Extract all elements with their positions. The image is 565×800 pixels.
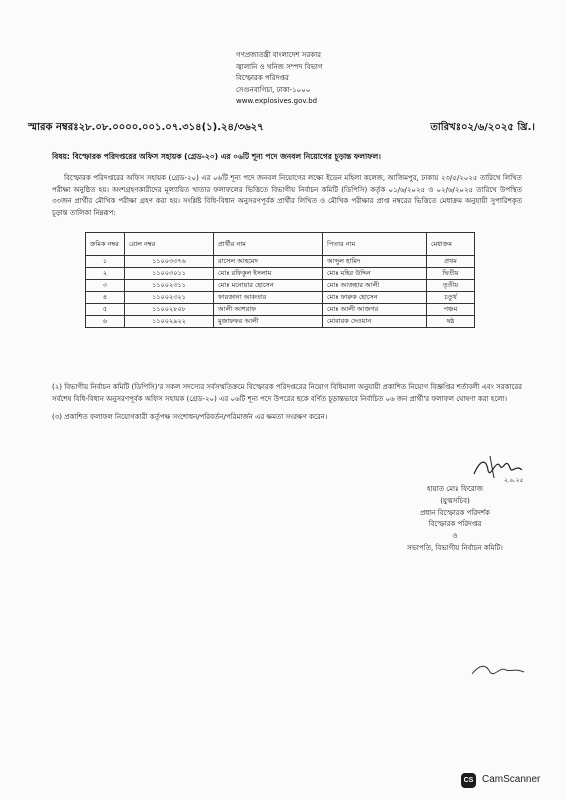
cell-serial: ৬ xyxy=(86,316,125,328)
cell-candidate: আলী আশরাফ xyxy=(214,304,323,316)
signature-block xyxy=(380,484,530,555)
signatory-title-1: প্রধান বিস্ফোরক পরিদর্শক xyxy=(420,508,490,517)
result-table xyxy=(85,232,475,328)
cell-merit: ষষ্ঠ xyxy=(427,316,475,328)
table-row xyxy=(86,256,475,268)
camscanner-watermark xyxy=(461,771,561,789)
signatory-conjunction: ও xyxy=(452,532,458,541)
camscanner-logo-icon: CS xyxy=(461,773,476,788)
cell-candidate: মুজাফফর আলী xyxy=(214,316,323,328)
issue-date: তারিখঃ০২/৬/২০২৫ খ্রি.। xyxy=(430,122,535,133)
letterhead-line-2: জ্বালানি ও খনিজ সম্পদ বিভাগ xyxy=(236,62,323,71)
cell-merit: প্রথম xyxy=(427,256,475,268)
cell-serial: ১ xyxy=(86,256,125,268)
cell-merit: দ্বিতীয় xyxy=(427,268,475,280)
header-roll: রোল নম্বর xyxy=(125,233,214,256)
cell-father: মোঃ আজহার আলী xyxy=(323,280,427,292)
cell-merit: তৃতীয় xyxy=(427,280,475,292)
cell-father: আব্দুল হামিদ xyxy=(323,256,427,268)
header-serial: ক্রমিক নম্বর xyxy=(86,233,125,256)
handwritten-signature xyxy=(470,450,530,484)
letterhead-line-1: গণপ্রজাতন্ত্রী বাংলাদেশ সরকার xyxy=(236,51,321,59)
paragraph-2: (২) বিভাগীয় নির্বাচন কমিটি (ডিপিসি)'র সকল সদস্যের সর্বসম্মতিক্রমে বিস্ফোরক পরিদপ্তরের নিয়োগ বিধিমালা অনুযায়ী প্রকাশিত নিয়োগ বিজ্ঞপ্তির শর্তাবলী এবং সরকারের সর্বশেষ বিধি-বিধান অনুসরণপূর্বক অফিস সহায়ক (গ্রেড-২০) এর ০৬টি শূন্য পদে উপরের ছকে বর্ণিত চূড়ান্তভাবে নির্বাচিত ০৬ জন প্রার্থী'র ফলাফল ঘোষণা করা হলো। xyxy=(52,383,522,403)
cell-serial: ৪ xyxy=(86,292,125,304)
paragraph-3: (৩) প্রকাশিত ফলাফল নিয়োগকারী কর্তৃপক্ষ সংশোধন/পরিবর্তন/পরিমার্জন এর ক্ষমতা সংরক্ষণ করেন। xyxy=(52,413,328,421)
camscanner-name: CamScanner xyxy=(482,774,541,785)
cell-roll: ১১০০২৩২১ xyxy=(125,292,214,304)
signatory-name: হায়াত মোঃ ফিরোজ xyxy=(426,485,484,493)
cell-candidate: মোঃ মনোয়ার হোসেন xyxy=(214,280,323,292)
cell-father: মোঃ আলী আজগর xyxy=(323,304,427,316)
cell-serial: ৫ xyxy=(86,304,125,316)
cell-roll: ১১০০২৮০৮ xyxy=(125,304,214,316)
cell-roll: ১১০০৩০১১ xyxy=(125,268,214,280)
cell-father: মোবারক দেওয়ান xyxy=(323,316,427,328)
table-row xyxy=(86,292,475,304)
letterhead xyxy=(236,50,386,108)
cell-serial: ৩ xyxy=(86,280,125,292)
cell-candidate: রাসেল আহমেদ xyxy=(214,256,323,268)
signature-date: ২.৬.২৫ xyxy=(504,477,524,484)
cell-merit: পঞ্চম xyxy=(427,304,475,316)
memo-number: স্মারক নম্বরঃ২৮.০৮.০০০০.০০১.০৭.৩১৪(১).২৪/৩৬২৭ xyxy=(28,122,264,133)
table-header-row xyxy=(86,233,475,256)
cell-candidate: মোঃ রফিকুল ইসলাম xyxy=(214,268,323,280)
letterhead-line-3: বিস্ফোরক পরিদপ্তর xyxy=(236,74,289,82)
table-row xyxy=(86,316,475,328)
initial-signature xyxy=(468,660,528,680)
header-merit: মেধাক্রম xyxy=(427,233,475,256)
signatory-title-3: সভাপতি, বিভাগীয় নির্বাচন কমিটি। xyxy=(407,543,503,552)
paragraph-1: বিস্ফোরক পরিদপ্তরের অফিস সহায়ক (গ্রেড-২০) এর ০৬টি শূন্য পদে জনবল নিয়োগের লক্ষ্যে ইডেন মহিলা কলেজ, আজিমপুর, ঢাকায় ২৩/৫/২০২৫ তারিখে লিখিত পরীক্ষা অনুষ্ঠিত হয়। অংশগ্রহণকারীদের মূল্যায়িত খাতার ফলাফলের ভিত্তিতে বিভাগীয় নির্বাচন কমিটি (ডিপিসি) কর্তৃক ০১/৬/২০২৫ ও ০২/৬/২০২৫ তারিখে উপস্থিত ৩৩জন প্রার্থীর মৌখিক পরীক্ষা গ্রহণ করা হয়। সংশ্লিষ্ট বিধি-বিধান অনুসরণপূর্বক প্রার্থীর লিখিত ও মৌখিক পরীক্ষার প্রাপ্ত নম্বরের ভিত্তিতে মেধাক্রম অনুযায়ী সুপারিশকৃত চূড়ান্ত তালিকা নিম্নরূপ: xyxy=(52,174,522,217)
signatory-title-2: বিস্ফোরক পরিদপ্তর xyxy=(428,520,482,529)
cell-serial: ২ xyxy=(86,268,125,280)
table-row xyxy=(86,268,475,280)
table-row xyxy=(86,280,475,292)
cell-candidate: ফারজানা আকতার xyxy=(214,292,323,304)
subject-line: বিষয়: বিস্ফোরক পরিদপ্তরের অফিস সহায়ক (গ্রেড-২০) এর ০৬টি শূন্য পদে জনবল নিয়োগের চূড়ান্ত ফলাফল। xyxy=(52,152,381,161)
cell-father: মোঃ ফারুক হোসেন xyxy=(323,292,427,304)
cell-merit: চতুর্থ xyxy=(427,292,475,304)
signatory-designation: (যুগ্মসচিব) xyxy=(440,496,470,505)
table-row xyxy=(86,304,475,316)
cell-roll: ১১০০২৩১১ xyxy=(125,280,214,292)
cell-roll: ১১০০৩৩৭৬ xyxy=(125,256,214,268)
cell-father: মোঃ মহির উদ্দিন xyxy=(323,268,427,280)
letterhead-line-4: সেগুনবাগিচা, ঢাকা-১০০০ xyxy=(236,85,311,94)
cell-roll: ১১০০২৯২২ xyxy=(125,316,214,328)
letterhead-website: www.explosives.gov.bd xyxy=(236,97,318,105)
header-father: পিতার নাম xyxy=(323,233,427,256)
header-candidate: প্রার্থীর নাম xyxy=(214,233,323,256)
